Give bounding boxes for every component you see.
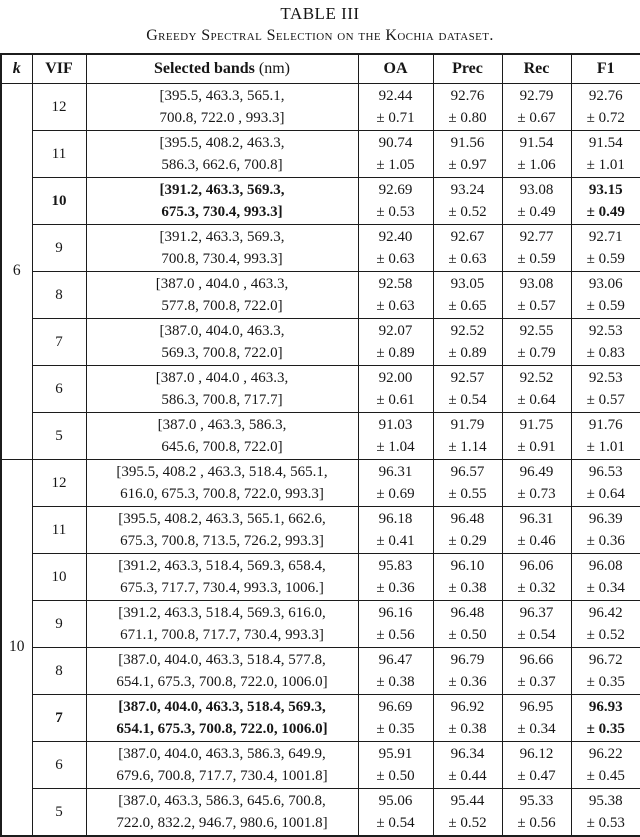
metric-error: ± 0.35 xyxy=(359,718,433,741)
metric-error: ± 0.55 xyxy=(434,483,502,506)
metric-value: 95.33 xyxy=(503,790,571,813)
metric-error: ± 0.64 xyxy=(503,389,571,412)
prec-cell xyxy=(433,178,502,225)
rec-cell xyxy=(502,413,571,460)
bands-line-2: 675.3, 700.8, 713.5, 726.2, 993.3] xyxy=(87,530,358,553)
table-row xyxy=(1,648,640,695)
prec-cell xyxy=(433,84,502,131)
metric-value: 96.57 xyxy=(434,461,502,484)
metric-error: ± 0.37 xyxy=(503,671,571,694)
oa-cell xyxy=(358,272,433,319)
f1-cell xyxy=(571,695,640,742)
table-row xyxy=(1,319,640,366)
bands-line-1: [387.0 , 404.0 , 463.3, xyxy=(87,367,358,390)
metric-error: ± 0.38 xyxy=(434,577,502,600)
oa-cell xyxy=(358,789,433,837)
metric-error: ± 0.38 xyxy=(359,671,433,694)
prec-cell xyxy=(433,601,502,648)
table-row xyxy=(1,601,640,648)
metric-error: ± 0.59 xyxy=(572,248,640,271)
metric-error: ± 0.49 xyxy=(503,201,571,224)
f1-cell xyxy=(571,366,640,413)
f1-cell xyxy=(571,742,640,789)
table-row xyxy=(1,695,640,742)
bands-line-1: [387.0, 404.0, 463.3, 518.4, 569.3, xyxy=(87,696,358,719)
bands-line-2: 675.3, 730.4, 993.3] xyxy=(87,201,358,224)
bands-cell xyxy=(86,84,358,131)
bands-line-2: 577.8, 700.8, 722.0] xyxy=(87,295,358,318)
rec-cell xyxy=(502,272,571,319)
metric-value: 92.44 xyxy=(359,85,433,108)
metric-error: ± 0.36 xyxy=(434,671,502,694)
metric-value: 92.52 xyxy=(434,320,502,343)
metric-value: 92.77 xyxy=(503,226,571,249)
vif-cell: 5 xyxy=(32,789,86,837)
bands-line-2: 675.3, 717.7, 730.4, 993.3, 1006.] xyxy=(87,577,358,600)
metric-value: 92.76 xyxy=(434,85,502,108)
metric-error: ± 1.01 xyxy=(572,436,640,459)
table-row xyxy=(1,460,640,507)
vif-cell: 6 xyxy=(32,742,86,789)
metric-error: ± 0.97 xyxy=(434,154,502,177)
metric-value: 93.24 xyxy=(434,179,502,202)
table-row xyxy=(1,131,640,178)
table-row xyxy=(1,272,640,319)
metric-error: ± 0.91 xyxy=(503,436,571,459)
table-row xyxy=(1,554,640,601)
bands-line-1: [387.0 , 404.0 , 463.3, xyxy=(87,273,358,296)
rec-cell xyxy=(502,554,571,601)
vif-cell: 7 xyxy=(32,695,86,742)
prec-cell xyxy=(433,413,502,460)
metric-value: 93.08 xyxy=(503,179,571,202)
prec-cell xyxy=(433,789,502,837)
metric-error: ± 0.52 xyxy=(572,624,640,647)
rec-cell xyxy=(502,742,571,789)
rec-cell xyxy=(502,319,571,366)
metric-value: 96.31 xyxy=(359,461,433,484)
bands-cell xyxy=(86,366,358,413)
metric-error: ± 1.14 xyxy=(434,436,502,459)
metric-error: ± 0.89 xyxy=(359,342,433,365)
metric-value: 96.12 xyxy=(503,743,571,766)
bands-cell xyxy=(86,460,358,507)
metric-error: ± 0.67 xyxy=(503,107,571,130)
rec-cell xyxy=(502,366,571,413)
bands-line-1: [391.2, 463.3, 518.4, 569.3, 658.4, xyxy=(87,555,358,578)
bands-line-2: 700.8, 730.4, 993.3] xyxy=(87,248,358,271)
metric-error: ± 0.34 xyxy=(503,718,571,741)
f1-cell xyxy=(571,272,640,319)
bands-line-1: [387.0, 404.0, 463.3, 518.4, 577.8, xyxy=(87,649,358,672)
metric-value: 96.53 xyxy=(572,461,640,484)
vif-cell: 12 xyxy=(32,84,86,131)
metric-error: ± 0.34 xyxy=(572,577,640,600)
bands-line-2: 616.0, 675.3, 700.8, 722.0, 993.3] xyxy=(87,483,358,506)
rec-cell xyxy=(502,648,571,695)
vif-cell: 7 xyxy=(32,319,86,366)
bands-cell xyxy=(86,319,358,366)
metric-value: 92.07 xyxy=(359,320,433,343)
k-group xyxy=(1,460,640,837)
metric-error: ± 0.71 xyxy=(359,107,433,130)
f1-cell xyxy=(571,319,640,366)
table-caption xyxy=(0,0,640,47)
metric-error: ± 0.52 xyxy=(434,201,502,224)
rec-cell xyxy=(502,131,571,178)
bands-cell xyxy=(86,507,358,554)
metric-error: ± 0.32 xyxy=(503,577,571,600)
prec-cell xyxy=(433,695,502,742)
prec-cell xyxy=(433,225,502,272)
oa-cell xyxy=(358,178,433,225)
oa-cell xyxy=(358,554,433,601)
table-row xyxy=(1,789,640,837)
oa-cell xyxy=(358,225,433,272)
col-header-bands-label: Selected bands xyxy=(154,60,255,77)
metric-error: ± 0.61 xyxy=(359,389,433,412)
prec-cell xyxy=(433,272,502,319)
metric-error: ± 0.63 xyxy=(359,295,433,318)
metric-value: 92.69 xyxy=(359,179,433,202)
metric-value: 92.40 xyxy=(359,226,433,249)
metric-value: 93.15 xyxy=(572,179,640,202)
metric-value: 91.54 xyxy=(503,132,571,155)
metric-value: 90.74 xyxy=(359,132,433,155)
metric-value: 92.76 xyxy=(572,85,640,108)
oa-cell xyxy=(358,413,433,460)
metric-value: 96.22 xyxy=(572,743,640,766)
vif-cell: 10 xyxy=(32,178,86,225)
bands-cell xyxy=(86,695,358,742)
oa-cell xyxy=(358,131,433,178)
vif-cell: 6 xyxy=(32,366,86,413)
col-header-k: k xyxy=(1,54,32,84)
metric-value: 92.53 xyxy=(572,320,640,343)
f1-cell xyxy=(571,178,640,225)
prec-cell xyxy=(433,507,502,554)
bands-line-2: 586.3, 700.8, 717.7] xyxy=(87,389,358,412)
f1-cell xyxy=(571,789,640,837)
metric-value: 95.83 xyxy=(359,555,433,578)
prec-cell xyxy=(433,131,502,178)
table-row xyxy=(1,84,640,131)
bands-line-2: 645.6, 700.8, 722.0] xyxy=(87,436,358,459)
prec-cell xyxy=(433,554,502,601)
metric-error: ± 0.54 xyxy=(434,389,502,412)
metric-error: ± 0.63 xyxy=(359,248,433,271)
metric-error: ± 0.46 xyxy=(503,530,571,553)
bands-line-2: 679.6, 700.8, 717.7, 730.4, 1001.8] xyxy=(87,765,358,788)
bands-line-1: [395.5, 408.2 , 463.3, 518.4, 565.1, xyxy=(87,461,358,484)
metric-value: 91.75 xyxy=(503,414,571,437)
metric-error: ± 0.38 xyxy=(434,718,502,741)
vif-cell: 9 xyxy=(32,225,86,272)
rec-cell xyxy=(502,507,571,554)
metric-value: 92.58 xyxy=(359,273,433,296)
rec-cell xyxy=(502,178,571,225)
table-header-row xyxy=(1,54,640,84)
metric-value: 96.72 xyxy=(572,649,640,672)
metric-error: ± 0.29 xyxy=(434,530,502,553)
metric-value: 95.44 xyxy=(434,790,502,813)
f1-cell xyxy=(571,507,640,554)
rec-cell xyxy=(502,695,571,742)
metric-error: ± 0.45 xyxy=(572,765,640,788)
rec-cell xyxy=(502,225,571,272)
bands-line-1: [391.2, 463.3, 569.3, xyxy=(87,179,358,202)
prec-cell xyxy=(433,366,502,413)
f1-cell xyxy=(571,460,640,507)
metric-error: ± 0.56 xyxy=(359,624,433,647)
metric-error: ± 0.50 xyxy=(359,765,433,788)
prec-cell xyxy=(433,460,502,507)
bands-line-1: [391.2, 463.3, 518.4, 569.3, 616.0, xyxy=(87,602,358,625)
metric-error: ± 0.56 xyxy=(503,812,571,835)
metric-value: 96.37 xyxy=(503,602,571,625)
bands-line-1: [387.0, 404.0, 463.3, 586.3, 649.9, xyxy=(87,743,358,766)
col-header-f1: F1 xyxy=(571,54,640,84)
metric-value: 95.91 xyxy=(359,743,433,766)
bands-line-2: 671.1, 700.8, 717.7, 730.4, 993.3] xyxy=(87,624,358,647)
prec-cell xyxy=(433,319,502,366)
oa-cell xyxy=(358,695,433,742)
bands-cell xyxy=(86,554,358,601)
col-header-oa: OA xyxy=(358,54,433,84)
metric-value: 92.00 xyxy=(359,367,433,390)
oa-cell xyxy=(358,460,433,507)
metric-value: 96.42 xyxy=(572,602,640,625)
metric-error: ± 0.57 xyxy=(503,295,571,318)
bands-line-2: 569.3, 700.8, 722.0] xyxy=(87,342,358,365)
vif-cell: 10 xyxy=(32,554,86,601)
k-cell: 6 xyxy=(1,84,32,460)
oa-cell xyxy=(358,601,433,648)
metric-value: 92.53 xyxy=(572,367,640,390)
metric-value: 92.57 xyxy=(434,367,502,390)
metric-error: ± 0.69 xyxy=(359,483,433,506)
table-row xyxy=(1,366,640,413)
bands-line-1: [395.5, 463.3, 565.1, xyxy=(87,85,358,108)
col-header-bands xyxy=(86,54,358,84)
table-row xyxy=(1,742,640,789)
bands-line-1: [387.0 , 463.3, 586.3, xyxy=(87,414,358,437)
bands-cell xyxy=(86,225,358,272)
vif-cell: 12 xyxy=(32,460,86,507)
vif-cell: 5 xyxy=(32,413,86,460)
metric-value: 96.18 xyxy=(359,508,433,531)
bands-line-1: [395.5, 408.2, 463.3, 565.1, 662.6, xyxy=(87,508,358,531)
f1-cell xyxy=(571,413,640,460)
vif-cell: 8 xyxy=(32,272,86,319)
bands-cell xyxy=(86,178,358,225)
table-row xyxy=(1,178,640,225)
vif-cell: 9 xyxy=(32,601,86,648)
metric-value: 96.06 xyxy=(503,555,571,578)
metric-value: 91.76 xyxy=(572,414,640,437)
oa-cell xyxy=(358,507,433,554)
metric-value: 96.39 xyxy=(572,508,640,531)
metric-error: ± 1.04 xyxy=(359,436,433,459)
metric-error: ± 0.52 xyxy=(434,812,502,835)
metric-value: 96.16 xyxy=(359,602,433,625)
metric-value: 96.48 xyxy=(434,508,502,531)
metric-value: 92.71 xyxy=(572,226,640,249)
metric-value: 91.79 xyxy=(434,414,502,437)
metric-value: 96.49 xyxy=(503,461,571,484)
metric-value: 96.93 xyxy=(572,696,640,719)
bands-line-1: [387.0, 404.0, 463.3, xyxy=(87,320,358,343)
metric-value: 95.06 xyxy=(359,790,433,813)
oa-cell xyxy=(358,742,433,789)
metric-error: ± 0.49 xyxy=(572,201,640,224)
metric-error: ± 0.50 xyxy=(434,624,502,647)
metric-error: ± 0.44 xyxy=(434,765,502,788)
metric-error: ± 0.59 xyxy=(572,295,640,318)
results-table xyxy=(0,53,640,837)
metric-error: ± 0.59 xyxy=(503,248,571,271)
metric-value: 96.66 xyxy=(503,649,571,672)
metric-value: 96.79 xyxy=(434,649,502,672)
metric-value: 96.92 xyxy=(434,696,502,719)
vif-cell: 11 xyxy=(32,131,86,178)
oa-cell xyxy=(358,84,433,131)
metric-error: ± 0.83 xyxy=(572,342,640,365)
f1-cell xyxy=(571,601,640,648)
metric-value: 96.08 xyxy=(572,555,640,578)
bands-line-2: 586.3, 662.6, 700.8] xyxy=(87,154,358,177)
metric-value: 96.34 xyxy=(434,743,502,766)
prec-cell xyxy=(433,742,502,789)
bands-line-2: 654.1, 675.3, 700.8, 722.0, 1006.0] xyxy=(87,718,358,741)
metric-error: ± 0.41 xyxy=(359,530,433,553)
bands-cell xyxy=(86,413,358,460)
f1-cell xyxy=(571,554,640,601)
metric-value: 93.06 xyxy=(572,273,640,296)
oa-cell xyxy=(358,319,433,366)
f1-cell xyxy=(571,84,640,131)
metric-value: 91.56 xyxy=(434,132,502,155)
bands-cell xyxy=(86,272,358,319)
bands-cell xyxy=(86,789,358,837)
metric-error: ± 1.05 xyxy=(359,154,433,177)
metric-error: ± 0.53 xyxy=(359,201,433,224)
metric-value: 96.10 xyxy=(434,555,502,578)
vif-cell: 8 xyxy=(32,648,86,695)
table-number: TABLE III xyxy=(0,3,640,24)
metric-error: ± 0.65 xyxy=(434,295,502,318)
bands-cell xyxy=(86,648,358,695)
metric-value: 92.55 xyxy=(503,320,571,343)
metric-error: ± 0.54 xyxy=(503,624,571,647)
metric-error: ± 0.57 xyxy=(572,389,640,412)
bands-line-2: 722.0, 832.2, 946.7, 980.6, 1001.8] xyxy=(87,812,358,835)
f1-cell xyxy=(571,225,640,272)
metric-error: ± 0.89 xyxy=(434,342,502,365)
col-header-bands-unit: (nm) xyxy=(259,60,290,77)
metric-value: 93.05 xyxy=(434,273,502,296)
metric-value: 92.67 xyxy=(434,226,502,249)
oa-cell xyxy=(358,366,433,413)
rec-cell xyxy=(502,460,571,507)
metric-error: ± 0.36 xyxy=(572,530,640,553)
metric-value: 92.79 xyxy=(503,85,571,108)
metric-error: ± 0.36 xyxy=(359,577,433,600)
metric-value: 91.54 xyxy=(572,132,640,155)
bands-line-1: [391.2, 463.3, 569.3, xyxy=(87,226,358,249)
metric-value: 93.08 xyxy=(503,273,571,296)
rec-cell xyxy=(502,84,571,131)
f1-cell xyxy=(571,648,640,695)
table-row xyxy=(1,507,640,554)
bands-cell xyxy=(86,601,358,648)
metric-value: 91.03 xyxy=(359,414,433,437)
metric-error: ± 0.35 xyxy=(572,718,640,741)
metric-error: ± 0.63 xyxy=(434,248,502,271)
k-cell: 10 xyxy=(1,460,32,837)
vif-cell: 11 xyxy=(32,507,86,554)
metric-error: ± 0.54 xyxy=(359,812,433,835)
metric-value: 96.31 xyxy=(503,508,571,531)
metric-error: ± 0.47 xyxy=(503,765,571,788)
bands-cell xyxy=(86,131,358,178)
table-row xyxy=(1,413,640,460)
rec-cell xyxy=(502,789,571,837)
metric-error: ± 0.73 xyxy=(503,483,571,506)
metric-value: 96.69 xyxy=(359,696,433,719)
bands-line-2: 654.1, 675.3, 700.8, 722.0, 1006.0] xyxy=(87,671,358,694)
metric-error: ± 0.79 xyxy=(503,342,571,365)
oa-cell xyxy=(358,648,433,695)
col-header-prec: Prec xyxy=(433,54,502,84)
bands-line-2: 700.8, 722.0 , 993.3] xyxy=(87,107,358,130)
col-header-rec: Rec xyxy=(502,54,571,84)
table-title: Greedy Spectral Selection on the Kochia dataset. xyxy=(0,24,640,47)
bands-line-1: [395.5, 408.2, 463.3, xyxy=(87,132,358,155)
metric-error: ± 0.53 xyxy=(572,812,640,835)
prec-cell xyxy=(433,648,502,695)
metric-value: 96.47 xyxy=(359,649,433,672)
rec-cell xyxy=(502,601,571,648)
metric-error: ± 0.72 xyxy=(572,107,640,130)
metric-value: 92.52 xyxy=(503,367,571,390)
metric-error: ± 0.35 xyxy=(572,671,640,694)
metric-error: ± 0.80 xyxy=(434,107,502,130)
metric-error: ± 0.64 xyxy=(572,483,640,506)
col-header-vif: VIF xyxy=(32,54,86,84)
metric-value: 96.95 xyxy=(503,696,571,719)
metric-error: ± 1.06 xyxy=(503,154,571,177)
metric-error: ± 1.01 xyxy=(572,154,640,177)
bands-line-1: [387.0, 463.3, 586.3, 645.6, 700.8, xyxy=(87,790,358,813)
f1-cell xyxy=(571,131,640,178)
metric-value: 96.48 xyxy=(434,602,502,625)
k-group xyxy=(1,84,640,460)
table-row xyxy=(1,225,640,272)
bands-cell xyxy=(86,742,358,789)
metric-value: 95.38 xyxy=(572,790,640,813)
